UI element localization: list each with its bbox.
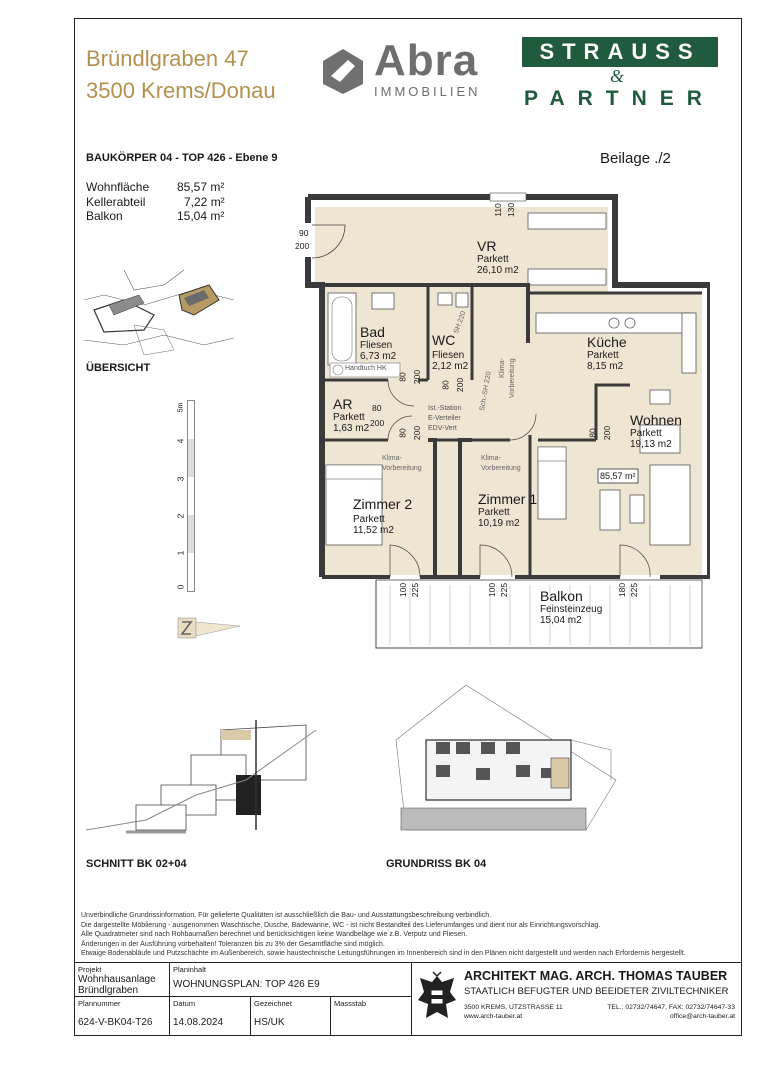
scale-tick-1: 1 bbox=[175, 550, 186, 556]
overview-map bbox=[84, 270, 234, 360]
tb-datum-label: Datum bbox=[173, 999, 196, 1008]
room-vr-floor: Parkett bbox=[477, 254, 509, 265]
tb-projekt-value-2: Bründlgraben bbox=[78, 985, 139, 996]
dim-bad-80: 80 bbox=[397, 372, 408, 382]
total-area-box: 85,57 m² bbox=[600, 471, 636, 481]
area-label-keller: Kellerabteil bbox=[86, 195, 146, 209]
scale-tick-0: 0 bbox=[175, 584, 186, 590]
dim-entry-h: 200 bbox=[295, 241, 310, 251]
note-klima-1: Klima- bbox=[481, 455, 501, 462]
north-arrow-icon bbox=[176, 614, 244, 642]
abra-logo-sub: IMMOBILIEN bbox=[374, 84, 481, 99]
dim-win1-225: 225 bbox=[410, 582, 421, 598]
dim-top-h: 130 bbox=[506, 202, 517, 218]
dim-win1-100: 100 bbox=[398, 582, 409, 598]
note-klima-2b: Vorbereitung bbox=[382, 465, 422, 472]
dim-win3-225: 225 bbox=[629, 582, 640, 598]
tb-projekt-value-1: Wohnhausanlage bbox=[78, 974, 156, 985]
dim-wohnen-80: 80 bbox=[587, 428, 598, 438]
note-klima-vr-b: Vorbereitung bbox=[509, 358, 516, 398]
area-label-balkon: Balkon bbox=[86, 209, 123, 223]
disclaimer-line-4: Änderungen in der Ausführung vorbehalten! Toleranzen bis zu 3% der Gesamtfläche sind möglich. bbox=[81, 940, 385, 948]
beilage-label: Beilage ./2 bbox=[600, 150, 671, 167]
room-wc-area: 2,12 m2 bbox=[432, 361, 469, 372]
room-balkon-name: Balkon bbox=[540, 588, 583, 604]
note-klima-2: Klima- bbox=[382, 455, 402, 462]
area-value-wohnflaeche: 85,57 m² bbox=[177, 180, 225, 194]
note-edv: EDV-Vert bbox=[428, 425, 457, 432]
room-zimmer1-name: Zimmer 1 bbox=[478, 491, 538, 507]
room-zimmer2-floor: Parkett bbox=[353, 514, 385, 525]
scale-tick-2: 2 bbox=[175, 513, 186, 519]
tb-datum bbox=[169, 996, 251, 1036]
tb-plannummer bbox=[74, 996, 170, 1036]
room-balkon-area: 15,04 m2 bbox=[540, 615, 582, 626]
scale-unit: 5m bbox=[177, 402, 185, 413]
tb-planinhalt bbox=[169, 962, 412, 997]
strauss-logo-top: STRAUSS bbox=[522, 37, 718, 67]
room-wc-name: WC bbox=[432, 332, 456, 348]
note-klima-1b: Vorbereitung bbox=[481, 465, 521, 472]
disclaimer-block bbox=[81, 911, 736, 959]
tb-projekt bbox=[74, 962, 170, 997]
room-vr-name: VR bbox=[477, 238, 497, 254]
area-value-keller: 7,22 m² bbox=[184, 195, 225, 209]
room-zimmer2-name: Zimmer 2 bbox=[353, 496, 413, 512]
dim-ar-80: 80 bbox=[372, 403, 382, 413]
architect-title: STAATLICH BEFUGTER UND BEEIDETER ZIVILTECHNIKER bbox=[464, 986, 729, 997]
note-klima-vr: Klima- bbox=[499, 358, 506, 378]
room-kueche-floor: Parkett bbox=[587, 350, 619, 361]
room-wohnen-area: 19,13 m2 bbox=[630, 439, 672, 450]
room-bad-name: Bad bbox=[360, 324, 385, 340]
tb-planinhalt-value: WOHNUNGSPLAN: TOP 426 E9 bbox=[173, 979, 320, 990]
architect-web: www.arch-tauber.at bbox=[464, 1013, 523, 1020]
tb-plannummer-value: 624-V-BK04-T26 bbox=[78, 1017, 153, 1028]
room-zimmer1-floor: Parkett bbox=[478, 507, 510, 518]
dim-win2-225: 225 bbox=[499, 582, 510, 598]
tb-projekt-label: Projekt bbox=[78, 965, 102, 974]
tb-gezeichnet-value: HS/UK bbox=[254, 1017, 285, 1028]
scale-tick-3: 3 bbox=[175, 476, 186, 482]
dim-wc-80: 80 bbox=[440, 380, 451, 390]
building-plan-label: GRUNDRISS BK 04 bbox=[386, 858, 487, 870]
room-balkon-floor: Feinsteinzeug bbox=[540, 604, 603, 615]
scale-tick-4: 4 bbox=[175, 438, 186, 444]
dim-top-w: 110 bbox=[492, 203, 503, 217]
disclaimer-line-2: Die dargestellte Möblierung - ausgenommen Waschtische, Dusche, Badewanne, WC - ist nicht Bestandteil des Lieferumfanges und dient nur als Einrichtungsvorschlag. bbox=[81, 921, 601, 929]
room-zimmer1-area: 10,19 m2 bbox=[478, 518, 520, 529]
architect-mail: office@arch-tauber.at bbox=[670, 1013, 735, 1020]
room-kueche-name: Küche bbox=[587, 334, 627, 350]
dim-ar-200: 200 bbox=[370, 418, 385, 428]
dim-wohnen-200: 200 bbox=[602, 425, 613, 441]
area-value-balkon: 15,04 m² bbox=[177, 209, 225, 223]
dim-z2-80: 80 bbox=[397, 428, 408, 438]
tb-planinhalt-label: Planinhalt bbox=[173, 965, 206, 974]
note-verteiler: E-Verteiler bbox=[428, 415, 461, 422]
room-ar-name: AR bbox=[333, 396, 353, 412]
dim-bad-200: 200 bbox=[412, 369, 423, 385]
tb-massstab-label: Massstab bbox=[334, 999, 367, 1008]
room-wc-floor: Fliesen bbox=[432, 350, 465, 361]
disclaimer-line-1: Unverbindliche Grundrissinformation. Für gelieferte Qualitäten ist ausschließlich die Bau- und Ausstattungsbeschreibung verbindlich. bbox=[81, 912, 492, 919]
scale-bar bbox=[187, 400, 195, 592]
room-bad-area: 6,73 m2 bbox=[360, 351, 397, 362]
room-ar-area: 1,63 m2 bbox=[333, 423, 370, 434]
room-vr-area: 26,10 m2 bbox=[477, 265, 519, 276]
note-schacht-1: SH 220 bbox=[452, 310, 468, 335]
abra-logo-word: Abra bbox=[374, 36, 479, 85]
dim-wc-200: 200 bbox=[455, 377, 466, 393]
architect-name: ARCHITEKT MAG. ARCH. THOMAS TAUBER bbox=[464, 969, 728, 983]
strauss-logo-bottom: PARTNER bbox=[524, 87, 715, 110]
room-wohnen-floor: Parkett bbox=[630, 428, 662, 439]
coat-of-arms-icon bbox=[416, 970, 458, 1026]
area-label-wohnflaeche: Wohnfläche bbox=[86, 180, 150, 194]
overview-label: ÜBERSICHT bbox=[86, 362, 151, 374]
abra-logo-icon bbox=[318, 46, 368, 96]
architect-tel: TEL.: 02732/74647, FAX: 02732/74647-33 bbox=[607, 1004, 735, 1011]
address-line-2: 3500 Krems/Donau bbox=[86, 78, 276, 103]
dim-win3-180: 180 bbox=[617, 582, 628, 598]
section-label: SCHNITT BK 02+04 bbox=[86, 858, 187, 870]
room-kueche-area: 8,15 m2 bbox=[587, 361, 624, 372]
note-schacht-2: Sch.-SH 220 bbox=[478, 371, 493, 412]
strauss-logo-amp: & bbox=[610, 66, 625, 86]
architect-address: 3500 KREMS, UTZSTRASSE 11 bbox=[464, 1004, 563, 1011]
tb-massstab bbox=[330, 996, 412, 1036]
tb-gezeichnet-label: Gezeichnet bbox=[254, 999, 292, 1008]
tb-gezeichnet bbox=[250, 996, 331, 1036]
disclaimer-line-5: Etwaige Bodenabläufe und Putzschächte im Außenbereich, sowie haustechnische Leitungsführungen im Innenbereich sind in den Plänen nicht dargestellt und werden nach Erfordernis hergestellt. bbox=[81, 950, 686, 957]
address-line-1: Bründlgraben 47 bbox=[86, 46, 249, 71]
note-handtuch: Handtuch HK bbox=[345, 365, 387, 372]
room-zimmer2-area: 11,52 m2 bbox=[353, 525, 394, 536]
tb-plannummer-label: Plannummer bbox=[78, 999, 121, 1008]
disclaimer-line-3: Alle Quadratmeter sind nach Rohbaumaßen berechnet und berücksichtigen keine Wandbeläge wie z.B. Verputz und Fliesen. bbox=[81, 931, 468, 938]
unit-title: BAUKÖRPER 04 - TOP 426 - Ebene 9 bbox=[86, 152, 278, 164]
dim-z2-200: 200 bbox=[412, 425, 423, 441]
tb-datum-value: 14.08.2024 bbox=[173, 1017, 224, 1028]
dim-entry-w: 90 bbox=[299, 228, 309, 238]
section-drawing bbox=[86, 680, 336, 840]
room-wohnen-name: Wohnen bbox=[630, 412, 682, 428]
note-istation: Ist.-Station bbox=[428, 405, 462, 412]
dim-win2-100: 100 bbox=[487, 582, 498, 598]
room-bad-floor: Fliesen bbox=[360, 340, 393, 351]
room-ar-floor: Parkett bbox=[333, 412, 365, 423]
building-plan bbox=[386, 680, 626, 840]
